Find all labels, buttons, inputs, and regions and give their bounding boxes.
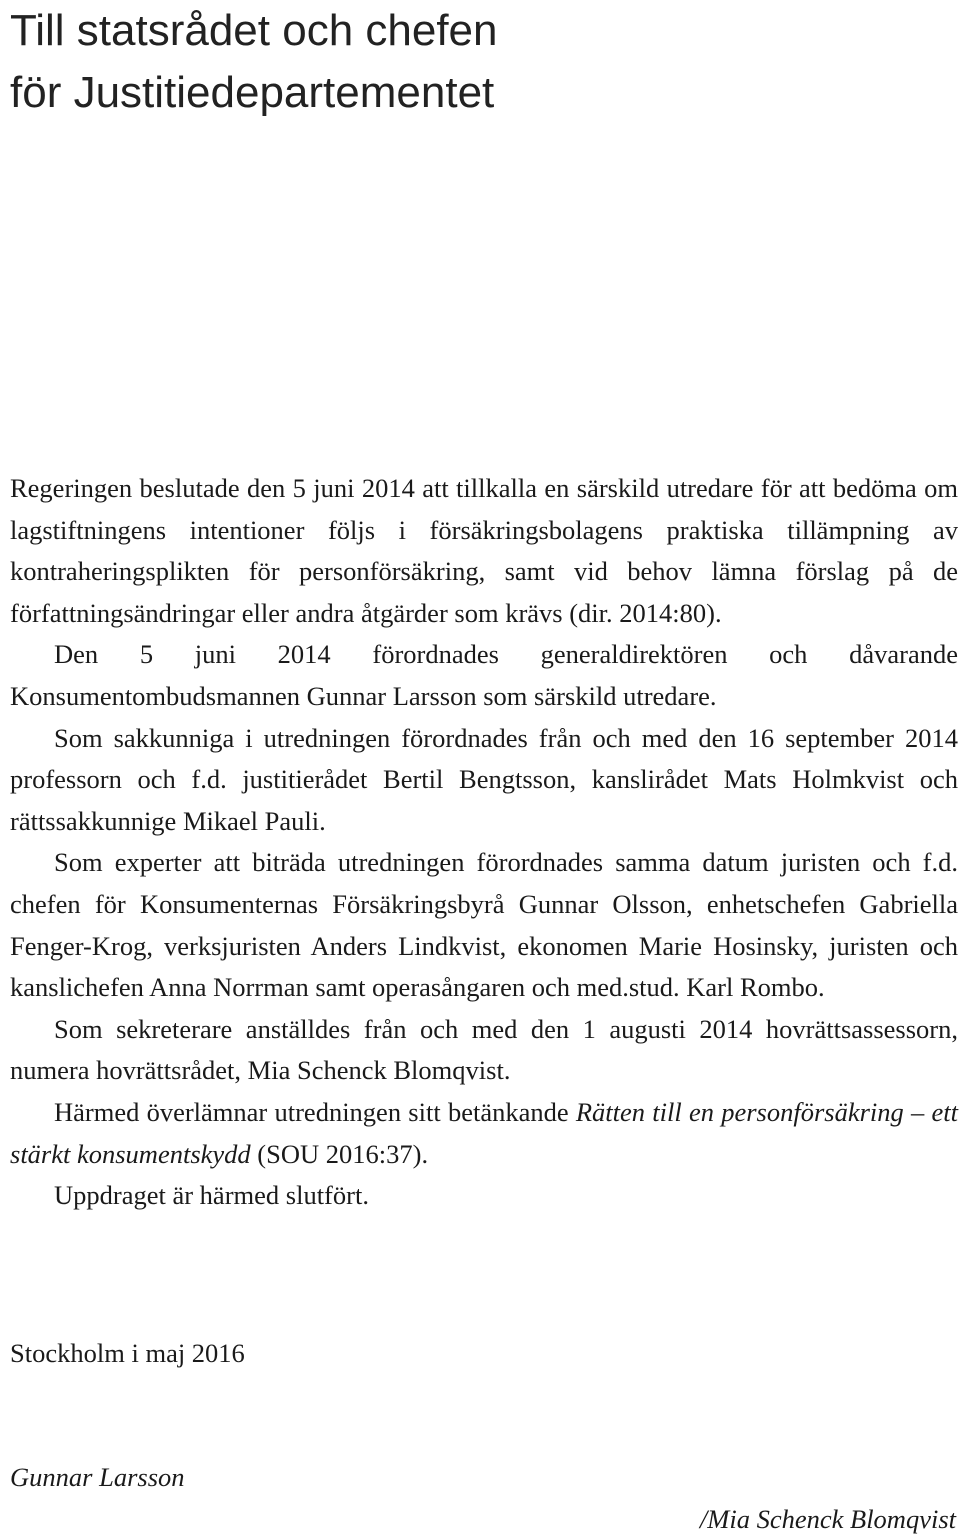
paragraph-secretary: Som sekreterare anställdes från och med den 1 augusti 2014 hovrättsassessorn, numera hovrättsrådet, Mia Schenck Blomqvist. (10, 1013, 958, 1086)
paragraph-special-investigator: Den 5 juni 2014 förordnades generaldirektören och dåvarande Konsumentombudsmannen Gunnar Larsson som särskild utredare. (10, 639, 958, 711)
paragraph-report-submission (10, 1092, 958, 1175)
signatory-name: Gunnar Larsson (10, 1462, 185, 1492)
letter-body (10, 468, 958, 1217)
submission-text-before: Härmed överlämnar utredningen sitt betänkande (54, 1096, 576, 1127)
page-heading (10, 0, 498, 124)
paragraph-experts: Som experter att biträda utredningen förordnades samma datum juristen och f.d. chefen för Konsumenternas Försäkringsbyrå Gunnar Olsson, enhetschefen Gabriella Fenger-Krog, verksjuristen Anders Lindkvist, ekonomen Marie Hosinsky, juristen och kanslichefen Anna Norrman samt operasångaren och med.stud. Karl Rombo. (10, 847, 958, 1003)
heading-line-1: Till statsrådet och chefen (10, 6, 498, 55)
place-and-date: Stockholm i maj 2016 (10, 1338, 245, 1368)
heading-line-2: för Justitiedepartementet (10, 68, 495, 117)
paragraph-assignment: Regeringen beslutade den 5 juni 2014 att tillkalla en särskild utredare för att bedöma om lagstiftningens intentioner följs i försäkringsbolagens praktiska tillämpning av kontraheringsplikten för personförsäkring, samt vid behov lämna förslag på de författningsändringar eller andra åtgärder som krävs (dir. 2014:80). (10, 473, 958, 628)
paragraph-expert-advisers: Som sakkunniga i utredningen förordnades från och med den 16 september 2014 professorn och f.d. justitierådet Bertil Bengtsson, kanslirådet Mats Holmkvist och rättssakkunnige Mikael Pauli. (10, 722, 958, 836)
submission-text-after: (SOU 2016:37). (250, 1138, 429, 1169)
secretary-name: /Mia Schenck Blomqvist (699, 1504, 956, 1534)
report-title: Rätten till en personförsäkring – ett stärkt konsumentskydd (10, 1096, 958, 1169)
paragraph-conclusion: Uppdraget är härmed slutfört. (54, 1180, 369, 1211)
